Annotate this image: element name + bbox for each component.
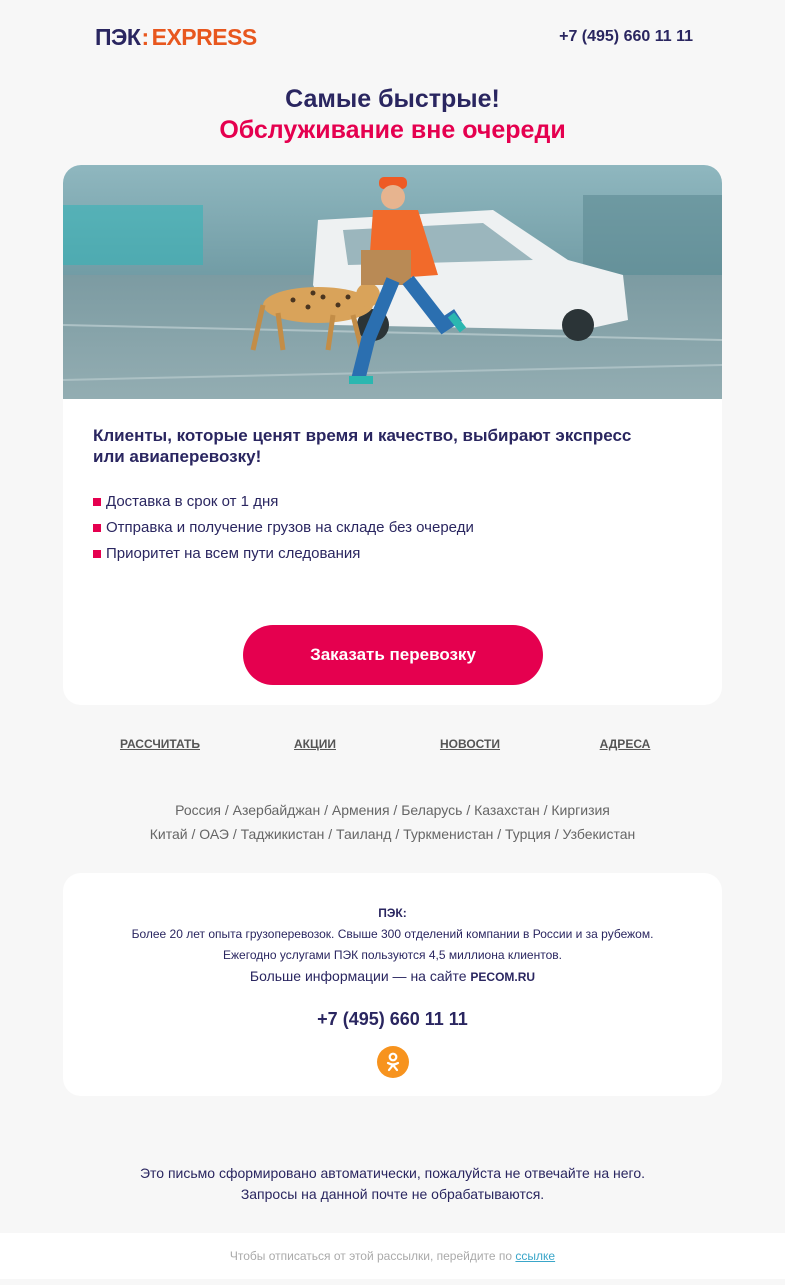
feature-text: Доставка в срок от 1 дня <box>106 493 279 510</box>
logo-colon: : <box>141 23 149 50</box>
auto-email-note <box>0 1163 785 1205</box>
info-more-prefix: Больше информации — на сайте <box>249 968 467 984</box>
nav-link-calculate[interactable]: РАССЧИТАТЬ <box>119 737 201 751</box>
countries-line2: Китай / ОАЭ / Таджикистан / Таиланд / Туркменистан / Турция / Узбекистан <box>149 826 636 842</box>
feature-text: Приоритет на всем пути следования <box>106 545 361 562</box>
pek-express-logo[interactable] <box>95 24 257 51</box>
promo-card <box>63 165 722 705</box>
feature-item <box>93 541 692 567</box>
site-link[interactable]: PECOM.RU <box>470 970 536 984</box>
auto-email-line2: Запросы на данной почте не обрабатываются. <box>240 1186 545 1202</box>
bullet-square-icon <box>93 550 101 558</box>
header-phone-link[interactable]: +7 (495) 660 11 11 <box>559 28 693 45</box>
odnoklassniki-glyph <box>385 1052 401 1072</box>
info-line2: Ежегодно услугами ПЭК пользуются 4,5 миллиона клиентов. <box>223 948 562 962</box>
hero-image[interactable] <box>63 165 722 399</box>
bullet-square-icon <box>93 524 101 532</box>
intro-text: Клиенты, которые ценят время и качество, выбирают экспресс или авиаперевозку! <box>93 426 632 466</box>
feature-text: Отправка и получение грузов на складе без очереди <box>106 519 474 536</box>
headline <box>0 84 785 146</box>
logo-pek: ПЭК <box>95 23 141 50</box>
feature-item <box>93 515 692 541</box>
nav-link-promotions[interactable]: АКЦИИ <box>293 737 337 751</box>
info-title: ПЭК: <box>378 906 407 920</box>
info-line1: Более 20 лет опыта грузоперевозок. Свыше 300 отделений компании в России и за рубежом. <box>131 927 654 941</box>
auto-email-line1: Это письмо сформировано автоматически, пожалуйста не отвечайте на него. <box>139 1165 646 1181</box>
unsubscribe-text: Чтобы отписаться от этой рассылки, перейдите по <box>229 1249 513 1263</box>
nav-link-addresses[interactable]: АДРЕСА <box>599 737 651 751</box>
countries-line1: Россия / Азербайджан / Армения / Беларусь / Казахстан / Киргизия <box>175 802 610 818</box>
countries-list <box>0 798 785 846</box>
headline-line2: Обслуживание вне очереди <box>219 116 566 144</box>
card-body <box>63 399 722 567</box>
header <box>95 20 693 54</box>
unsubscribe-link[interactable]: ссылке <box>515 1249 556 1263</box>
order-shipment-button[interactable]: Заказать перевозку <box>243 625 543 685</box>
unsubscribe-bar <box>0 1233 785 1279</box>
nav-link-news[interactable]: НОВОСТИ <box>439 737 501 751</box>
feature-list <box>93 489 692 567</box>
company-info-card <box>63 873 722 1096</box>
logo-express: EXPRESS <box>151 23 257 50</box>
feature-item <box>93 489 692 515</box>
headline-line1: Самые быстрые! <box>285 85 500 113</box>
courier-cheetah-illustration <box>63 165 722 399</box>
info-phone-link[interactable]: +7 (495) 660 11 11 <box>317 1009 468 1029</box>
info-more <box>63 968 722 984</box>
odnoklassniki-icon[interactable] <box>377 1046 409 1078</box>
footer-nav <box>63 737 722 753</box>
bullet-square-icon <box>93 498 101 506</box>
